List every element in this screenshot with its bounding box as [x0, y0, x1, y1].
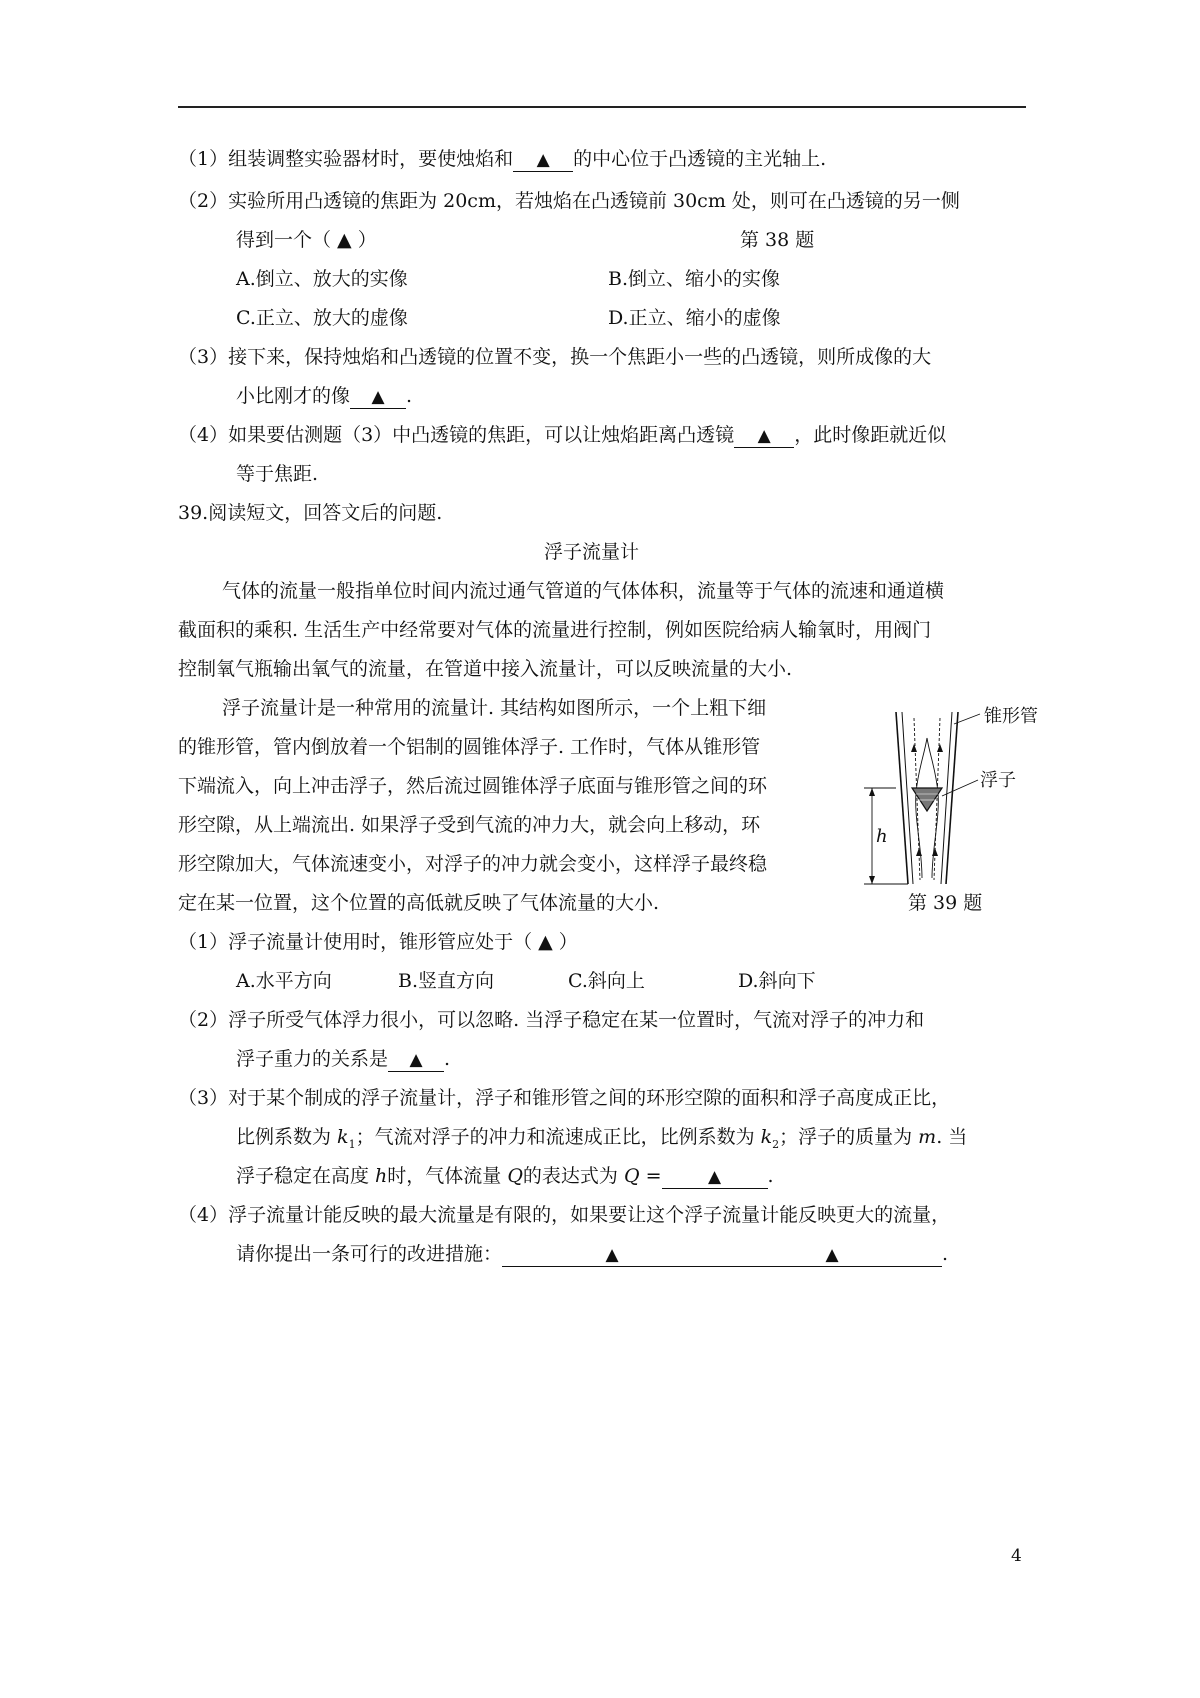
q38-part4-line2: 等于焦距. [236, 463, 319, 485]
q39-s2-blank[interactable]: ▲ [388, 1048, 444, 1072]
label-cone-tube: 锥形管 [984, 706, 1038, 727]
q38-part3-line1: （3）接下来，保持烛焰和凸透镜的位置不变，换一个焦距小一些的凸透镜，则所成像的大 [178, 346, 932, 368]
q39-intro: 39.阅读短文，回答文后的问题. [178, 502, 443, 524]
q38-part3-line2: 小比刚才的像 ▲ . [236, 385, 413, 407]
para2-line5: 形空隙加大，气体流速变小，对浮子的冲力就会变小，这样浮子最终稳 [178, 853, 768, 875]
flowmeter-diagram [862, 708, 1032, 888]
q38-part4-line1: （4）如果要估测题（3）中凸透镜的焦距，可以让烛焰距离凸透镜 ▲ ，此时像距就近似 [178, 424, 947, 446]
para2-line3: 下端流入，向上冲击浮子，然后流过圆锥体浮子底面与锥形管之间的环 [178, 775, 768, 797]
para2-line2: 的锥形管，管内倒放着一个铝制的圆锥体浮子. 工作时，气体从锥形管 [178, 736, 761, 758]
q39-s1-option-a[interactable]: A.水平方向 [236, 970, 332, 992]
q38-part2-line1: （2）实验所用凸透镜的焦距为 20cm，若烛焰在凸透镜前 30cm 处，则可在凸透镜的另一侧 [178, 190, 960, 212]
flowmeter-figure [862, 706, 1038, 888]
q39-s4-line2: 请你提出一条可行的改进措施： ▲ ▲ . [236, 1243, 949, 1265]
q38-option-c[interactable]: C.正立、放大的虚像 [236, 307, 408, 329]
q39-s4-line1: （4）浮子流量计能反映的最大流量是有限的，如果要让这个浮子流量计能反映更大的流量， [178, 1204, 951, 1226]
q39-s4-blank[interactable]: ▲ ▲ [502, 1243, 942, 1267]
q38-p1-blank[interactable]: ▲ [513, 148, 573, 172]
q39-s1: （1）浮子流量计使用时，锥形管应处于（ ▲ ） [178, 931, 578, 953]
q38-p3-blank[interactable]: ▲ [350, 385, 406, 409]
q39-s2-line1: （2）浮子所受气体浮力很小，可以忽略. 当浮子稳定在某一位置时，气流对浮子的冲力和 [178, 1009, 925, 1031]
q38-option-d[interactable]: D.正立、缩小的虚像 [608, 307, 781, 329]
q39-s1-option-b[interactable]: B.竖直方向 [398, 970, 495, 992]
q39-s3-line3: 浮子稳定在高度 h时，气体流量 Q的表达式为 Q = ▲ . [236, 1165, 774, 1187]
label-height-h: h [876, 826, 888, 847]
para1-line1: 气体的流量一般指单位时间内流过通气管道的气体体积，流量等于气体的流速和通道横 [222, 580, 945, 602]
q38-option-a[interactable]: A.倒立、放大的实像 [236, 268, 408, 290]
para2-line6: 定在某一位置，这个位置的高低就反映了气体流量的大小. [178, 892, 660, 914]
label-float: 浮子 [980, 770, 1016, 791]
q39-s1-option-c[interactable]: C.斜向上 [568, 970, 645, 992]
article-title: 浮子流量计 [544, 541, 640, 563]
header-rule [178, 106, 1026, 108]
q38-part2-line2: 得到一个（ ▲ ） [236, 229, 377, 251]
q39-s3-line1: （3）对于某个制成的浮子流量计，浮子和锥形管之间的环形空隙的面积和浮子高度成正比， [178, 1087, 951, 1109]
para1-line3: 控制氧气瓶输出氧气的流量，在管道中接入流量计，可以反映流量的大小. [178, 658, 793, 680]
q38-p4-blank[interactable]: ▲ [734, 424, 794, 448]
q38-option-b[interactable]: B.倒立、缩小的实像 [608, 268, 781, 290]
para1-line2: 截面积的乘积. 生活生产中经常要对气体的流量进行控制，例如医院给病人输氧时，用阀门 [178, 619, 932, 641]
para2-line4: 形空隙，从上端流出. 如果浮子受到气流的冲力大，就会向上移动，环 [178, 814, 761, 836]
q39-s3-line2: 比例系数为 $k_1$；气流对浮子的冲力和流速成正比，比例系数为 $k_2$；浮子的质量为 m. 当 [236, 1126, 968, 1151]
q38-part1: （1）组装调整实验器材时，要使烛焰和 ▲ 的中心位于凸透镜的主光轴上. [178, 148, 827, 170]
q39-s3-blank[interactable]: ▲ [662, 1165, 768, 1189]
page-number: 4 [1011, 1546, 1022, 1566]
para2-line1: 浮子流量计是一种常用的流量计. 其结构如图所示，一个上粗下细 [222, 697, 767, 719]
q38-figure-caption: 第 38 题 [740, 229, 815, 251]
q39-s1-option-d[interactable]: D.斜向下 [738, 970, 816, 992]
q39-figure-caption: 第 39 题 [908, 892, 983, 914]
q39-s2-line2: 浮子重力的关系是 ▲ . [236, 1048, 451, 1070]
